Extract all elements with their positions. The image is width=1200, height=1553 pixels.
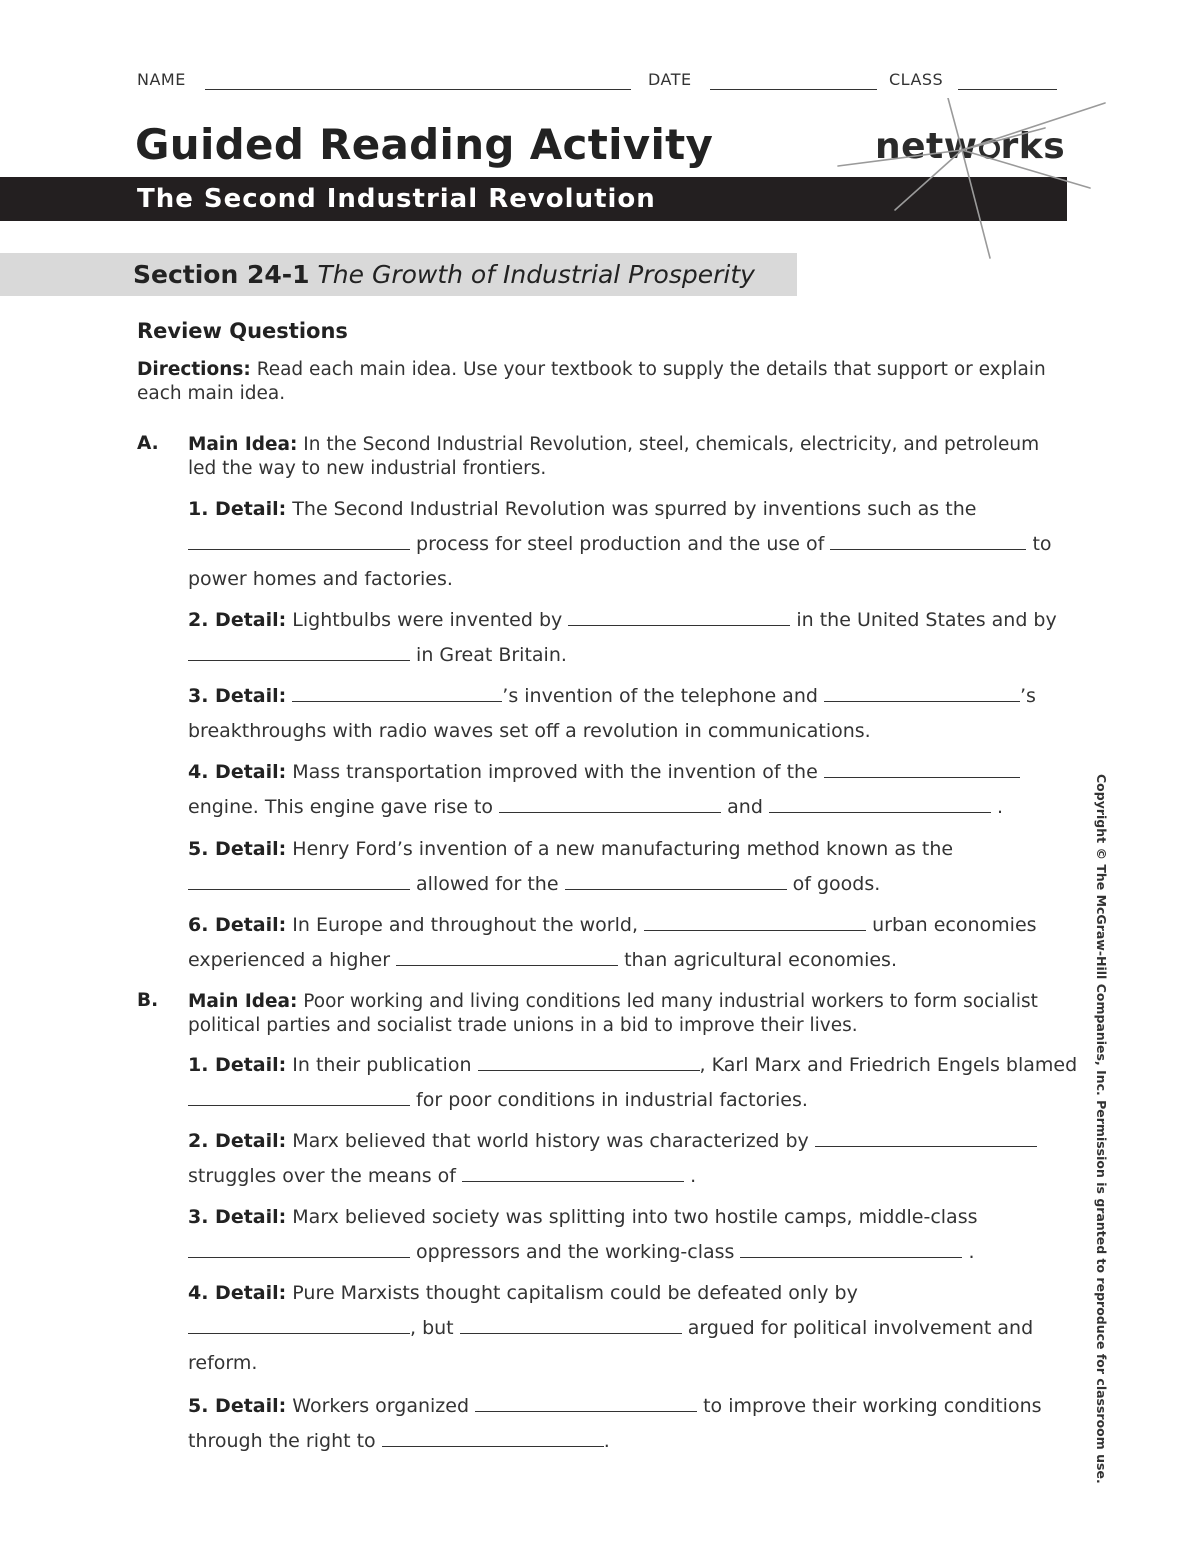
answer-blank[interactable] [740,1239,962,1258]
page-title: Guided Reading Activity [135,120,714,169]
detail-b3 [188,1200,1078,1270]
detail-text: Pure Marxists thought capitalism could be defeated only by [286,1282,858,1304]
answer-blank[interactable] [188,1315,410,1334]
detail-text: in the United States and by [790,609,1057,631]
detail-label: 5. Detail: [188,1395,287,1417]
detail-text: argued for political involvement and reform. [188,1317,1034,1374]
logo-text-start: netw [875,126,978,167]
detail-a1 [188,492,1078,597]
detail-text: . [684,1165,697,1187]
detail-text: process for steel production and the use of [410,533,831,555]
detail-a2 [188,603,1078,673]
detail-text: The Second Industrial Revolution was spurred by inventions such as the [286,498,977,520]
answer-blank[interactable] [188,1087,410,1106]
detail-text: allowed for the [410,873,565,895]
detail-a4 [188,755,1078,825]
answer-blank[interactable] [830,531,1026,550]
answer-blank[interactable] [824,683,1020,702]
detail-text: Marx believed society was splitting into two hostile camps, middle-class [286,1206,978,1228]
detail-label: 5. Detail: [188,838,287,860]
detail-text: and [721,796,769,818]
class-field[interactable] [958,89,1057,90]
detail-label: 3. Detail: [188,1206,287,1228]
answer-blank[interactable] [460,1315,682,1334]
answer-blank[interactable] [478,1052,700,1071]
main-idea-a-letter: A. [137,433,159,454]
detail-text: In their publication [286,1054,478,1076]
detail-text: urban economies experienced a higher [188,914,1037,971]
detail-text: Marx believed that world history was characterized by [286,1130,815,1152]
detail-text: engine. This engine gave rise to [188,796,500,818]
answer-blank[interactable] [475,1393,697,1412]
main-idea-text: In the Second Industrial Revolution, steel, chemicals, electricity, and petroleum led the way to new industrial frontiers. [188,434,1040,479]
detail-text: In Europe and throughout the world, [286,914,645,936]
detail-label: 3. Detail: [188,685,287,707]
detail-text: . [603,1430,610,1452]
detail-label: 4. Detail: [188,1282,287,1304]
detail-b4 [188,1276,1078,1381]
detail-text: Mass transportation improved with the invention of the [286,761,824,783]
detail-text: , Karl Marx and Friedrich Engels blamed [699,1054,1078,1076]
detail-label: 1. Detail: [188,498,287,520]
detail-b5 [188,1389,1078,1459]
detail-text: oppressors and the working-class [410,1241,741,1263]
detail-text: Henry Ford’s invention of a new manufacturing method known as the [286,838,954,860]
detail-label: 4. Detail: [188,761,287,783]
main-idea-label: Main Idea: [188,991,298,1012]
copyright-text: Copyright © The McGraw-Hill Companies, Inc. Permission is granted to reproduce for classroom use. [1094,774,1109,1484]
answer-blank[interactable] [815,1128,1037,1147]
detail-label: 2. Detail: [188,1130,287,1152]
date-field[interactable] [710,89,877,90]
directions-label: Directions: [137,359,251,380]
logo-o-icon [979,138,1000,159]
detail-label: 1. Detail: [188,1054,287,1076]
detail-text: ’s breakthroughs with radio waves set off a revolution in communications. [188,685,1036,742]
answer-blank[interactable] [188,642,410,661]
detail-text: Workers organized [286,1395,476,1417]
detail-a6 [188,908,1078,978]
answer-blank[interactable] [769,794,991,813]
detail-text: to power homes and factories. [188,533,1052,590]
answer-blank[interactable] [188,531,410,550]
detail-text: . [962,1241,975,1263]
detail-text: ’s invention of the telephone and [502,685,824,707]
copyright-notice [1093,774,1111,1484]
detail-label: 6. Detail: [188,914,287,936]
section-number: Section 24-1 [133,260,310,289]
main-idea-b [188,990,1068,1038]
name-field[interactable] [205,89,631,90]
class-label: CLASS [889,70,944,89]
answer-blank[interactable] [824,759,1020,778]
date-label: DATE [648,70,692,89]
main-idea-a [188,433,1068,481]
detail-text: in Great Britain. [410,644,567,666]
detail-label: 2. Detail: [188,609,287,631]
answer-blank[interactable] [462,1163,684,1182]
detail-text: to improve their working conditions through the right to [188,1395,1042,1452]
detail-text: of goods. [786,873,881,895]
detail-b2 [188,1124,1078,1194]
detail-b1 [188,1048,1078,1118]
detail-text: than agricultural economies. [618,949,897,971]
answer-blank[interactable] [396,947,618,966]
answer-blank[interactable] [499,794,721,813]
main-idea-label: Main Idea: [188,434,298,455]
detail-a3 [188,679,1078,749]
answer-blank[interactable] [188,871,410,890]
detail-text: , but [410,1317,460,1339]
detail-text: struggles over the means of [188,1165,463,1187]
name-label: NAME [137,70,186,89]
detail-text: Lightbulbs were invented by [286,609,569,631]
directions-text: Read each main idea. Use your textbook to supply the details that support or explain each main idea. [137,359,1046,404]
directions [137,358,1067,406]
logo-text-end: rks [1000,126,1066,167]
answer-blank[interactable] [565,871,787,890]
answer-blank[interactable] [382,1428,604,1447]
detail-text: for poor conditions in industrial factories. [410,1089,808,1111]
answer-blank[interactable] [188,1239,410,1258]
detail-text: . [990,796,1004,818]
answer-blank[interactable] [568,607,790,626]
activity-subtitle: The Second Industrial Revolution [137,184,656,214]
review-questions-heading: Review Questions [137,319,348,343]
networks-logo [875,126,1065,167]
detail-a5 [188,832,1078,902]
section-name: The Growth of Industrial Prosperity [317,260,755,289]
main-idea-b-letter: B. [137,990,159,1011]
main-idea-text: Poor working and living conditions led many industrial workers to form socialist political parties and socialist trade unions in a bid to improve their lives. [188,991,1038,1036]
answer-blank[interactable] [292,683,502,702]
answer-blank[interactable] [644,912,866,931]
section-heading [133,260,755,289]
